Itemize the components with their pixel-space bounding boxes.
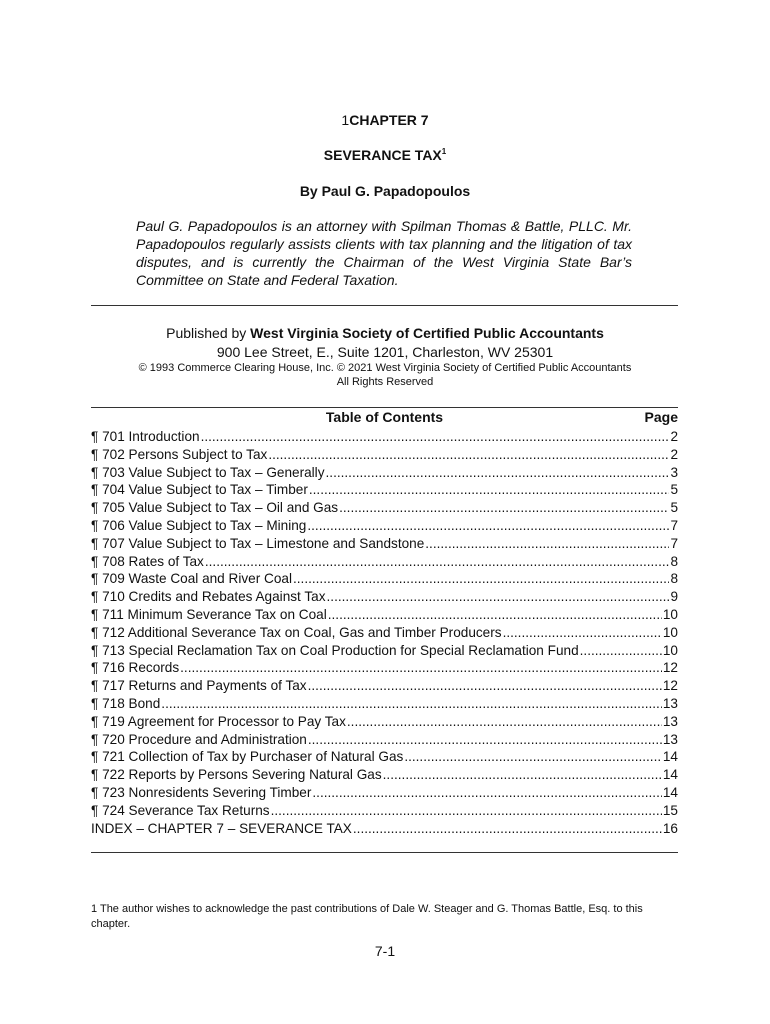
- toc-entry-label: ¶ 713 Special Reclamation Tax on Coal Production for Special Reclamation Fund: [91, 642, 579, 658]
- toc-dot-leader: [339, 499, 669, 517]
- toc-entry-page: 14: [662, 784, 678, 800]
- toc-entry-page: 7: [670, 535, 678, 551]
- toc-entry-page: 12: [662, 678, 678, 694]
- toc-dot-leader: [312, 784, 661, 802]
- toc-entry-label: ¶ 704 Value Subject to Tax – Timber: [91, 482, 308, 498]
- toc-entry: [91, 570, 678, 588]
- toc-entry-label: ¶ 720 Procedure and Administration: [91, 731, 307, 747]
- toc-entry-label: ¶ 701 Introduction: [91, 429, 200, 444]
- toc-entry: [91, 553, 678, 571]
- toc-entry-label: ¶ 710 Credits and Rebates Against Tax: [91, 589, 326, 605]
- toc-entry: [91, 802, 678, 820]
- toc-entry-page: 15: [662, 802, 678, 818]
- toc-dot-leader: [503, 624, 662, 642]
- toc-entry-page: 13: [662, 695, 678, 711]
- toc-dot-leader: [383, 766, 662, 784]
- table-of-contents: [91, 428, 678, 837]
- toc-entry-label: ¶ 721 Collection of Tax by Purchaser of Natural Gas: [91, 749, 404, 765]
- page-number: 7-1: [374, 943, 396, 959]
- toc-entry-page: 14: [662, 767, 678, 783]
- toc-dot-leader: [327, 588, 670, 606]
- toc-entry-label: ¶ 712 Additional Severance Tax on Coal, Gas and Timber Producers: [91, 624, 502, 640]
- toc-dot-leader: [308, 677, 662, 695]
- toc-entry-label: ¶ 707 Value Subject to Tax – Limestone and Sandstone: [91, 535, 425, 551]
- toc-page-heading: Page: [644, 409, 678, 425]
- toc-entry: [91, 517, 678, 535]
- copyright-notice: © 1993 Commerce Clearing House, Inc. © 2021 West Virginia Society of Certified Public Accountants: [138, 362, 632, 374]
- toc-entry: [91, 677, 678, 695]
- toc-entry-label: ¶ 702 Persons Subject to Tax: [91, 446, 268, 462]
- toc-dot-leader: [404, 748, 662, 766]
- toc-header: [91, 409, 678, 427]
- divider-toc-bottom: [91, 852, 678, 853]
- toc-entry-page: 2: [670, 446, 678, 462]
- toc-entry-label: ¶ 716 Records: [91, 660, 180, 676]
- toc-dot-leader: [201, 428, 670, 446]
- toc-entry: [91, 766, 678, 784]
- publisher-prefix: Published by: [166, 325, 247, 341]
- toc-entry-label: ¶ 711 Minimum Severance Tax on Coal: [91, 606, 327, 622]
- toc-entry-page: 5: [670, 500, 678, 516]
- toc-entry-page: 10: [662, 624, 678, 640]
- toc-entry: [91, 642, 678, 660]
- toc-entry-page: 2: [670, 429, 678, 444]
- toc-entry-page: 12: [662, 660, 678, 676]
- author-bio: Paul G. Papadopoulos is an attorney with Spilman Thomas & Battle, PLLC. Mr. Papadopoulos regularly assists clients with tax planning and the litigation of tax disputes, and is currently the Chairman of the West Virginia State Bar’s Committee on State and Federal Taxation.: [136, 218, 632, 288]
- toc-dot-leader: [307, 517, 669, 535]
- divider-top: [91, 305, 678, 306]
- toc-entry-page: 8: [670, 571, 678, 587]
- publisher-address: 900 Lee Street, E., Suite 1201, Charleston, WV 25301: [216, 344, 554, 360]
- toc-dot-leader: [180, 659, 662, 677]
- toc-entry: [91, 820, 678, 838]
- chapter-heading: [0, 112, 770, 128]
- toc-dot-leader: [309, 481, 670, 499]
- toc-entry: [91, 499, 678, 517]
- divider-toc-top: [91, 407, 678, 408]
- toc-dot-leader: [353, 820, 662, 838]
- toc-heading: Table of Contents: [325, 409, 444, 425]
- toc-dot-leader: [293, 570, 669, 588]
- toc-entry: [91, 606, 678, 624]
- toc-entry-label: ¶ 724 Severance Tax Returns: [91, 802, 270, 818]
- toc-entry-label: ¶ 719 Agreement for Processor to Pay Tax: [91, 713, 346, 729]
- toc-dot-leader: [328, 606, 662, 624]
- toc-entry: [91, 464, 678, 482]
- toc-entry: [91, 624, 678, 642]
- toc-entry-label: ¶ 705 Value Subject to Tax – Oil and Gas: [91, 500, 339, 516]
- toc-entry-page: 14: [662, 749, 678, 765]
- toc-dot-leader: [268, 446, 669, 464]
- rights-notice: All Rights Reserved: [336, 376, 434, 388]
- toc-entry-page: 9: [670, 589, 678, 605]
- toc-dot-leader: [580, 642, 662, 660]
- toc-entry: [91, 659, 678, 677]
- toc-entry: [91, 588, 678, 606]
- toc-dot-leader: [161, 695, 662, 713]
- toc-entry-label: ¶ 717 Returns and Payments of Tax: [91, 678, 307, 694]
- toc-entry-page: 8: [670, 553, 678, 569]
- toc-dot-leader: [425, 535, 669, 553]
- toc-entry-page: 10: [662, 606, 678, 622]
- publisher-line: [0, 325, 770, 341]
- toc-entry-label: ¶ 722 Reports by Persons Severing Natural Gas: [91, 767, 382, 783]
- toc-dot-leader: [271, 802, 662, 820]
- toc-entry-label: ¶ 708 Rates of Tax: [91, 553, 204, 569]
- author-byline: By Paul G. Papadopoulos: [299, 183, 471, 199]
- chapter-number: 1: [341, 112, 350, 128]
- toc-entry-label: ¶ 706 Value Subject to Tax – Mining: [91, 517, 307, 533]
- toc-entry: [91, 713, 678, 731]
- toc-entry-label: ¶ 723 Nonresidents Severing Timber: [91, 784, 312, 800]
- title-text: SEVERANCE TAX: [323, 147, 442, 163]
- footnote: 1 The author wishes to acknowledge the past contributions of Dale W. Steager and G. Thomas Battle, Esq. to this chapter.: [91, 903, 643, 930]
- toc-entry-label: ¶ 709 Waste Coal and River Coal: [91, 571, 292, 587]
- toc-entry: [91, 695, 678, 713]
- toc-entry-page: 7: [670, 517, 678, 533]
- toc-entry: [91, 748, 678, 766]
- document-title: [0, 147, 770, 163]
- toc-dot-leader: [205, 553, 670, 571]
- toc-entry: [91, 481, 678, 499]
- toc-entry-page: 16: [662, 820, 678, 836]
- toc-entry-label: INDEX – CHAPTER 7 – SEVERANCE TAX: [91, 820, 352, 836]
- toc-dot-leader: [308, 731, 662, 749]
- toc-entry-page: 10: [662, 642, 678, 658]
- toc-dot-leader: [326, 464, 670, 482]
- toc-entry-page: 13: [662, 731, 678, 747]
- toc-entry-label: ¶ 703 Value Subject to Tax – Generally: [91, 464, 325, 480]
- toc-entry-page: 13: [662, 713, 678, 729]
- title-footnote-ref: 1: [441, 147, 447, 156]
- toc-dot-leader: [347, 713, 662, 731]
- toc-entry: [91, 535, 678, 553]
- toc-entry: [91, 428, 678, 446]
- toc-entry: [91, 446, 678, 464]
- toc-entry: [91, 784, 678, 802]
- chapter-title: CHAPTER 7: [349, 112, 429, 128]
- toc-entry-page: 3: [670, 464, 678, 480]
- publisher-name: West Virginia Society of Certified Public Accountants: [250, 325, 604, 341]
- toc-entry-page: 5: [670, 482, 678, 498]
- toc-entry: [91, 731, 678, 749]
- toc-entry-label: ¶ 718 Bond: [91, 695, 161, 711]
